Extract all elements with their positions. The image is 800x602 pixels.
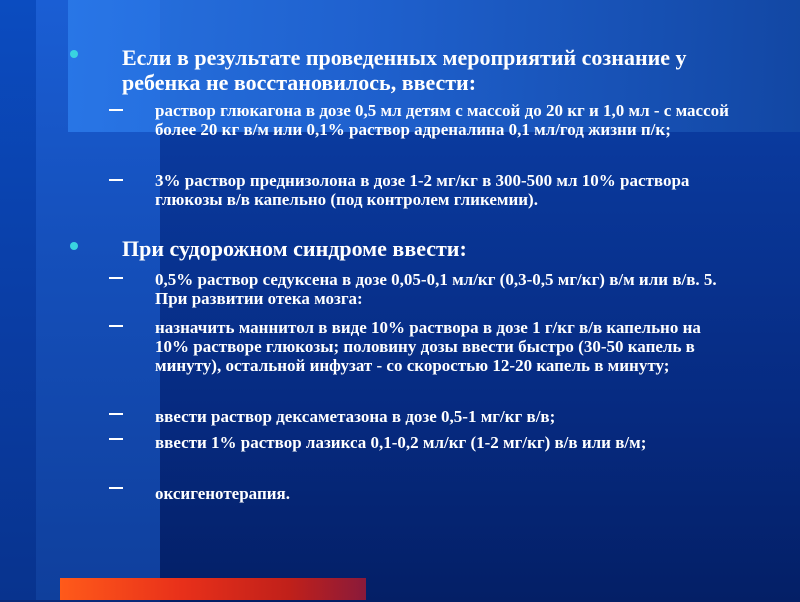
list-item-glucagon: раствор глюкагона в дозе 0,5 мл детям с массой до 20 кг и 1,0 мл - с массой более 20 кг в/м или 0,1% раствор адреналина 0,1 мл/год жизни п/к; [155,101,729,139]
section-heading-coma: Если в результате проведенных мероприятий сознание у ребенка не восстановилось, ввести: [122,45,687,95]
list-item-lasix: ввести 1% раствор лазикса 0,1-0,2 мл/кг (1-2 мг/кг) в/в или в/м; [155,433,647,452]
dash-icon [109,413,123,415]
dash-icon [109,277,123,279]
list-item-mannitol: назначить маннитол в виде 10% раствора в дозе 1 г/кг в/в капельно на 10% растворе глюкозы; половину дозы ввести быстро (30-50 капель в минуту), остальной инфузат - со скоростью 12-20 капель в минуту; [155,318,701,375]
list-item-dexamethasone: ввести раствор дексаметазона в дозе 0,5-1 мг/кг в/в; [155,407,556,426]
accent-bar [60,578,366,600]
dash-icon [109,325,123,327]
dash-icon [109,109,123,111]
dash-icon [109,179,123,181]
list-item-prednisolone: 3% раствор преднизолона в дозе 1-2 мг/кг в 300-500 мл 10% раствора глюкозы в/в капельно (под контролем гликемии). [155,171,690,209]
bullet-icon [70,242,82,254]
dash-icon [109,487,123,489]
list-item-seduxen: 0,5% раствор седуксена в дозе 0,05-0,1 мл/кг (0,3-0,5 мг/кг) в/м или в/в. 5. При развитии отека мозга: [155,270,717,308]
dash-icon [109,438,123,440]
list-item-oxygen: оксигенотерапия. [155,484,290,503]
bullet-icon [70,50,82,62]
section-heading-seizure: При судорожном синдроме ввести: [122,236,467,261]
slide-content [0,40,800,570]
